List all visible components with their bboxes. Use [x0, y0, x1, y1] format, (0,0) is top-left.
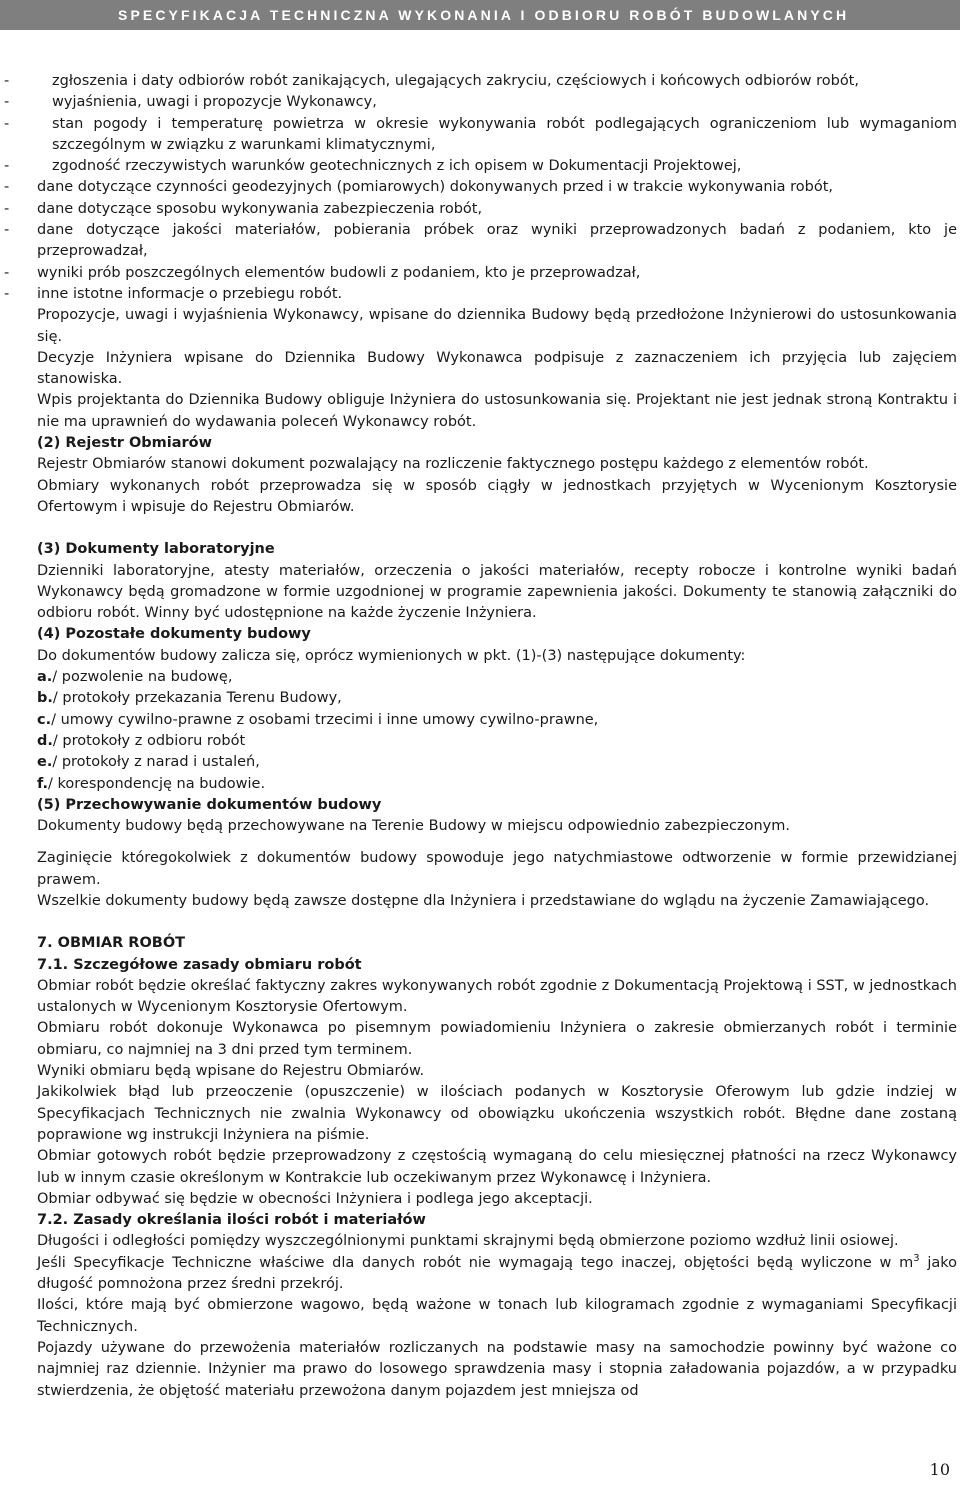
paragraph-decisions: Decyzje Inżyniera wpisane do Dziennika Budowy Wykonawca podpisuje z zaznaczeniem ich przyjęcia lub zajęciem stanowiska. [37, 349, 957, 388]
list-item: - stan pogody i temperaturę powietrza w okresie wykonywania robót podlegających ograniczeniom lub wymaganiom szczególnym w związku z warunkami klimatycznymi, [4, 115, 957, 153]
paragraph: Ilości, które mają być obmierzone wagowo, będą ważone w tonach lub kilogramach zgodnie z wymaganiami Specyfikacji Technicznych. [37, 1297, 957, 1335]
paragraph: Długości i odległości pomiędzy wyszczególnionymi punktami skrajnymi będą obmierzone poziomo wzdłuż linii osiowej. [37, 1233, 899, 1250]
list-item: - zgłoszenia i daty odbiorów robót zanikających, ulegających zakryciu, częściowych i końcowych odbiorów robót, [4, 73, 859, 89]
list-item: b./ protokoły przekazania Terenu Budowy, [37, 690, 342, 707]
chapter-heading-measurement: 7. OBMIAR ROBÓT [37, 935, 186, 952]
list-item: a./ pozwolenie na budowę, [37, 669, 233, 686]
page-header [0, 0, 960, 30]
list-item: e./ protokoły z narad i ustaleń, [37, 754, 260, 771]
section-heading-measurement-register: (2) Rejestr Obmiarów [37, 435, 213, 452]
subsection-heading-7-1: 7.1. Szczegółowe zasady obmiaru robót [37, 956, 362, 973]
paragraph: Dokumenty budowy będą przechowywane na Terenie Budowy w miejscu odpowiednio zabezpieczonym. [37, 818, 790, 835]
paragraph: Wyniki obmiaru będą wpisane do Rejestru Obmiarów. [37, 1063, 425, 1080]
other-documents-list [0, 667, 960, 795]
list-item: c./ umowy cywilno-prawne z osobami trzecimi i inne umowy cywilno-prawne, [37, 711, 599, 728]
paragraph: Do dokumentów budowy zalicza się, oprócz wymienionych w pkt. (1)-(3) następujące dokumenty: [37, 647, 746, 664]
paragraph: Obmiar robót będzie określać faktyczny zakres wykonywanych robót zgodnie z Dokumentacją Projektową i SST, w jednostkach ustalonych w Wycenionym Kosztorysie Ofertowym. [37, 977, 957, 1016]
paragraph: Rejestr Obmiarów stanowi dokument pozwalający na rozliczenie faktycznego postępu każdego z elementów robót. [37, 456, 869, 473]
section-heading-laboratory-documents: (3) Dokumenty laboratoryjne [37, 541, 275, 558]
list-item: - zgodność rzeczywistych warunków geotechnicznych z ich opisem w Dokumentacji Projektowej, [4, 158, 742, 175]
list-item: - dane dotyczące czynności geodezyjnych (pomiarowych) dokonywanych przed i w trakcie wykonywania robót, [4, 179, 834, 196]
list-item: - wyniki prób poszczególnych elementów budowli z podaniem, kto je przeprowadzał, [4, 264, 641, 281]
paragraph: Obmiar gotowych robót będzie przeprowadzony z częstością wymaganą do celu miesięcznej płatności na rzecz Wykonawcy lub w innym czasie określonym w Kontrakcie lub oczekiwanym przez Wykonawcę i Inżyniera. [37, 1148, 957, 1186]
paragraph: Obmiaru robót dokonuje Wykonawca po pisemnym powiadomieniu Inżyniera o zakresie obmierzanych robót i terminie obmiaru, co najmniej na 3 dni przed tym terminem. [37, 1020, 957, 1058]
page-number: 10 [929, 1460, 950, 1479]
paragraph: Obmiary wykonanych robót przeprowadza się w sposób ciągły w jednostkach przyjętych w Wycenionym Kosztorysie Ofertowym i wpisuje do Rejestru Obmiarów. [37, 477, 957, 515]
paragraph-proposals: Propozycje, uwagi i wyjaśnienia Wykonawcy, wpisane do dziennika Budowy będą przedłożone Inżynierowi do ustosunkowania się. [37, 307, 957, 345]
paragraph-volume-rule: Jeśli Specyfikacje Techniczne właściwe dla danych robót nie wymagają tego inaczej, objętości będą wyliczone w $m^3$ jako długość pomnożona przez średni przekrój. [37, 1252, 957, 1293]
list-item: - wyjaśnienia, uwagi i propozycje Wykonawcy, [4, 94, 377, 111]
list-item: f./ korespondencję na budowie. [37, 775, 266, 792]
journal-entries-list-b [0, 177, 960, 305]
document-body [0, 71, 960, 1402]
list-item: - inne istotne informacje o przebiegu robót. [4, 285, 343, 302]
paragraph: Wszelkie dokumenty budowy będą zawsze dostępne dla Inżyniera i przedstawiane do wglądu na życzenie Zamawiającego. [37, 892, 930, 909]
paragraph: Obmiar odbywać się będzie w obecności Inżyniera i podlega jego akceptacji. [37, 1190, 593, 1207]
paragraph: Zaginięcie któregokolwiek z dokumentów budowy spowoduje jego natychmiastowe odtworzenie w formie przewidzianej prawem. [37, 850, 957, 888]
list-item: d./ protokoły z odbioru robót [37, 732, 246, 749]
section-heading-document-storage: (5) Przechowywanie dokumentów budowy [37, 796, 382, 813]
list-item: - dane dotyczące sposobu wykonywania zabezpieczenia robót, [4, 200, 483, 217]
section-heading-other-documents: (4) Pozostałe dokumenty budowy [37, 626, 311, 643]
paragraph: Jakikolwiek błąd lub przeoczenie (opuszczenie) w ilościach podanych w Kosztorysie Oferowym lub gdzie indziej w Specyfikacjach Technicznych nie zwalnia Wykonawcy od obowiązku ukończenia wszystkich robót. Błędne dane zostaną poprawione wg instrukcji Inżyniera na piśmie. [37, 1084, 957, 1143]
paragraph: Dzienniki laboratoryjne, atesty materiałów, orzeczenia o jakości materiałów, recepty robocze i kontrolne wyniki badań Wykonawcy będą gromadzone w formie uzgodnionej w programie zapewnienia jakości. Dokumenty te stanowią załączniki do odbioru robót. Winny być udostępnione na każde życzenie Inżyniera. [37, 562, 957, 622]
journal-entries-list-a [0, 71, 960, 177]
paragraph-designer-entry: Wpis projektanta do Dziennika Budowy obliguje Inżyniera do ustosunkowania się. Projektant nie jest jednak stroną Kontraktu i nie ma uprawnień do wydawania poleceń Wykonawcy robót. [37, 392, 957, 430]
list-item: - dane dotyczące jakości materiałów, pobierania próbek oraz wyniki przeprowadzonych badań z podaniem, kto je przeprowadzał, [4, 222, 957, 260]
paragraph: Pojazdy używane do przewożenia materiałów rozliczanych na podstawie masy na samochodzie powinny być ważone co najmniej raz dziennie. Inżynier ma prawo do losowego sprawdzenia masy i stopnia załadowania pojazdów, a w przypadku stwierdzenia, że objętość materiału przewożona danym pojazdem jest mniejsza od [37, 1339, 957, 1399]
header-title: SPECYFIKACJA TECHNICZNA WYKONANIA I ODBIORU ROBÓT BUDOWLANYCH [118, 7, 850, 23]
subsection-heading-7-2: 7.2. Zasady określania ilości robót i materiałów [37, 1212, 426, 1229]
